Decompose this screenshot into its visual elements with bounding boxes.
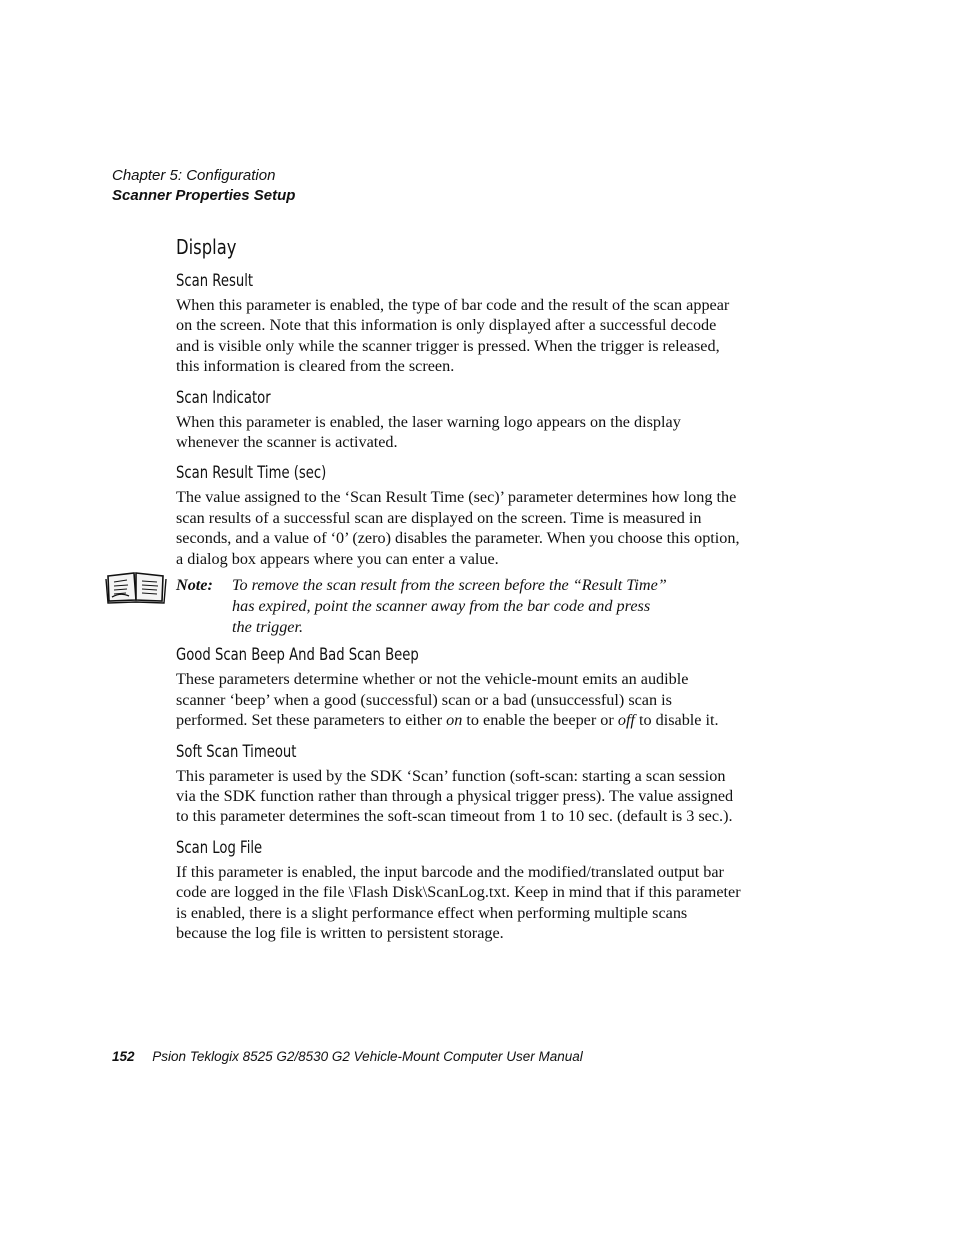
note-text — [232, 575, 702, 637]
paragraph-scan-result-time: The value assigned to the ‘Scan Result Time (sec)’ parameter determines how long the scan results of a successful scan are displayed on the screen. Time is measured in seconds, and a value of ‘0’ (zero) disables the parameter. When you choose this option, a dialog box appears where you can enter a value. — [176, 488, 740, 568]
note-block — [176, 575, 741, 637]
beep-text-part: to enable the beeper or — [462, 711, 618, 730]
manual-title: Psion Teklogix 8525 G2/8530 G2 Vehicle-Mount Computer User Manual — [152, 1049, 583, 1064]
note-line: To remove the scan result from the screen before the “Result Time” — [232, 576, 667, 595]
beep-text-part: These parameters determine whether or not the vehicle-mount emits an audible scanner ‘beep’ when a good (successful) scan or a bad (unsuccessful) scan is performed. Set these parameters to either — [176, 670, 689, 730]
paragraph-scan-indicator: When this parameter is enabled, the laser warning logo appears on the display whenever the scanner is activated. — [176, 412, 681, 452]
paragraph-soft-scan-timeout: This parameter is used by the SDK ‘Scan’ function (soft-scan: starting a scan session via the SDK function rather than through a physical trigger press). The value assigned to this parameter determines the soft-scan timeout from 1 to 10 sec. (default is 3 sec.). — [176, 766, 734, 826]
paragraph-scan-result: When this parameter is enabled, the type of bar code and the result of the scan appear on the screen. Note that this information is only displayed after a successful decode and is visible only while the scanner trigger is pressed. When the trigger is released, this information is cleared from the screen. — [176, 296, 730, 376]
note-label: Note: — [176, 576, 213, 595]
chapter-label: Chapter 5: Configuration — [112, 167, 276, 184]
heading-scan-indicator: Scan Indicator — [176, 387, 271, 407]
running-header — [112, 166, 295, 206]
heading-scan-log-file: Scan Log File — [176, 837, 263, 857]
page-content — [176, 232, 741, 953]
note-line: the trigger. — [232, 617, 304, 636]
page-title: Display — [176, 235, 237, 259]
heading-scan-result-time: Scan Result Time (sec) — [176, 463, 327, 483]
off-value: off — [617, 711, 635, 730]
heading-scan-result: Scan Result — [176, 271, 254, 290]
paragraph-scan-log-file: If this parameter is enabled, the input barcode and the modified/translated output bar code are logged in the file \Flash Disk\ScanLog.txt. Keep in mind that if this parameter is enabled, there is a slight performance effect when performing multiple scans because the log file is written to persistent storage. — [176, 862, 741, 943]
on-value: on — [446, 711, 463, 730]
open-book-icon — [105, 570, 167, 604]
note-line: has expired, point the scanner away from the bar code and press — [232, 596, 651, 615]
beep-text-part: to disable it. — [634, 711, 719, 730]
heading-soft-scan-timeout: Soft Scan Timeout — [176, 741, 297, 761]
page-footer — [112, 1047, 583, 1067]
heading-good-bad-scan-beep: Good Scan Beep And Bad Scan Beep — [176, 645, 419, 665]
paragraph-good-bad-scan-beep — [176, 669, 741, 730]
section-label: Scanner Properties Setup — [112, 187, 296, 204]
page-number: 152 — [112, 1049, 135, 1064]
